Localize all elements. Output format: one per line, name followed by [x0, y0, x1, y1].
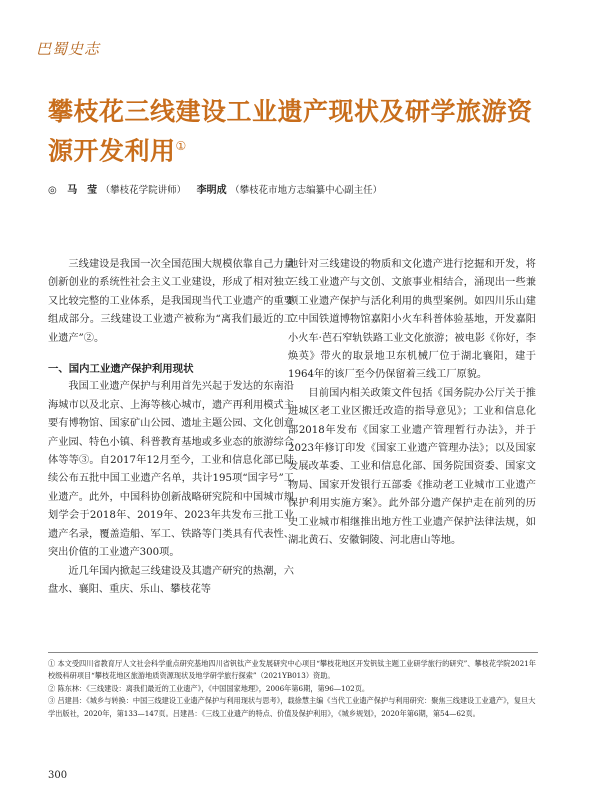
body-paragraph: 目前国内相关政策文件包括《国务院办公厅关于推进城区老工业区搬迁改造的指导意见》；工业和信息化部2018年发布《国家工业遗产管理暂行办法》，并于2023年修订印发《国家工业遗产管理办法》；以及国家发展改革委、工业和信息化部、国务院国资委、国家文物局、国家开发银行五部委《推动老工业城市工业遗产保护利用实施方案》。此外部分遗产保护走在前列的历史工业城市相继推出地方性工业遗产保护法律法规，如湖北黄石、安徽铜陵、河北唐山等地。: [288, 387, 536, 547]
title-text: 攀枝花三线建设工业遗产现状及研学旅游资源开发利用: [48, 97, 533, 166]
footnote: ③ 吕建昌：《城乡与转换：中国三线建设工业遗产保护与利用现状与思考》，载徐慧主编《当代工业遗产保护与利用研究：聚焦三线建设工业遗产》，复旦大学出版社，2020年，第133—147页。吕建昌：《三线工业遗产的特点、价值及保护利用》，《城乡规划》，2020年第6期，第54—62页。: [48, 696, 536, 718]
footnotes: [48, 658, 538, 720]
author-2-name: 李明成: [196, 185, 227, 196]
body-paragraph-continued: 地针对三线建设的物质和文化遗产进行挖掘和开发，将三线工业遗产与文创、文旅事业相结合，涌现出一些兼顾工业遗产保护与活化利用的典型案例。如四川乐山建立中国铁道博物馆嘉阳小火车科普体验基地，开发嘉阳小火车·芭石窄轨铁路工业文化旅游；被电影《你好，李焕英》带火的取景地卫东机械厂位于湖北襄阳，建于1964年的该厂至今仍保留着三线工厂原貌。: [288, 259, 536, 381]
section-heading: 一、国内工业遗产保护利用现状: [48, 363, 194, 376]
author-1-affiliation: （攀枝花学院讲师）: [100, 185, 187, 196]
footnote-divider: [48, 652, 538, 653]
body-paragraph: 三线建设是我国一次全国范围大规模依靠自己力量创新创业的系统性社会主义工业建设，形成了相对独立又比较完整的工业体系，是我国现当代工业遗产的重要组成部分。三线建设工业遗产被称为“离我们最近的工业遗产”②。: [48, 259, 294, 344]
title-footnote-mark: ①: [175, 139, 187, 153]
body-paragraph: 近几年国内掀起三线建设及其遗产研究的热潮，六盘水、襄阳、重庆、乐山、攀枝花等: [48, 565, 294, 595]
author-line: [48, 181, 382, 196]
article-title: [48, 94, 548, 168]
footnote: ② 陈东林：《三线建设：离我们最近的工业遗产》，《中国国家地理》，2006年第6期，第96—102页。: [48, 683, 370, 693]
body-column-right: [288, 256, 536, 551]
author-marker: ◎: [48, 185, 57, 196]
author-1-name: 马 莹: [67, 185, 98, 196]
body-column-left: [48, 256, 294, 599]
author-2-affiliation: （攀枝花市地方志编纂中心副主任）: [230, 185, 383, 196]
footnote: ① 本文受四川省教育厅人文社会科学重点研究基地四川省钒钛产业发展研究中心项目“攀枝花地区开发钒钛主题工业研学旅行的研究”、攀枝花学院2021年校级科研项目“攀枝花地区旅游地质资源现状及地学研学旅行探索”（2021YB013）资助。: [48, 659, 536, 681]
page-number: 300: [48, 770, 68, 781]
journal-logo: 巴蜀史志: [36, 40, 101, 58]
body-paragraph: 我国工业遗产保护与利用首先兴起于发达的东南沿海城市以及北京、上海等核心城市，遗产再利用模式主要有博物馆、国家矿山公园、遗址主题公园、文化创意产业园、特色小镇、科普教育基地或多业态的旅游综合体等等③。自2017年12月至今，工业和信息化部已陆续公布五批中国工业遗产名单，共计195项“国字号”工业遗产。此外，中国科协创新战略研究院和中国城市规划学会于2018年、2019年、2023年共发布三批工业遗产名录，覆盖造船、军工、铁路等门类具有代表性、突出价值的工业遗产300项。: [48, 381, 294, 559]
